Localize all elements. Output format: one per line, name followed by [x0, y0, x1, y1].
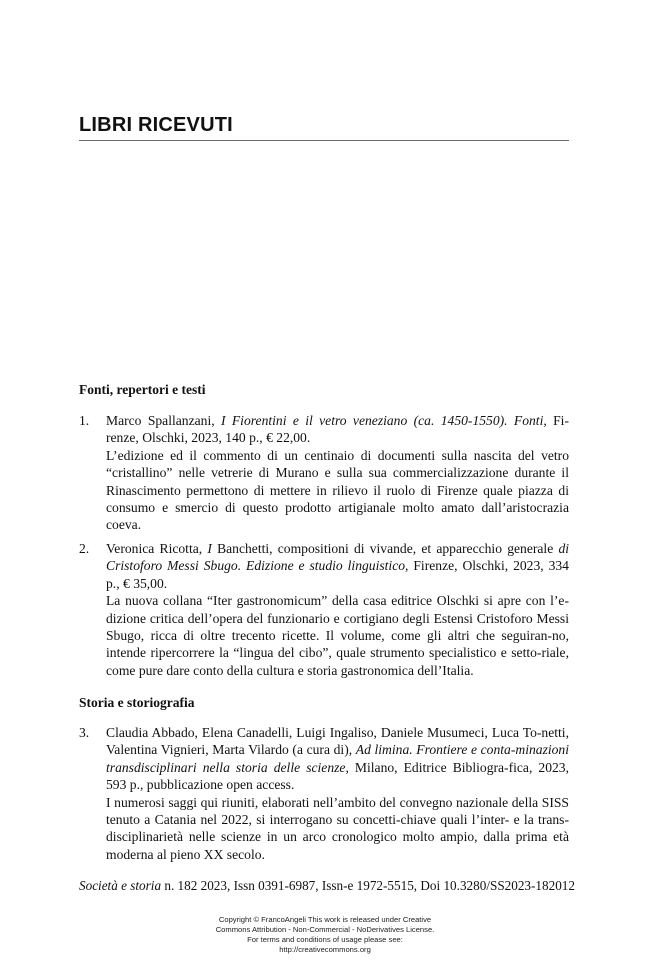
entry-description: La nuova collana “Iter gastronomicum” della casa editrice Olschki si apre con l’e-dizione critica dell’opera del funzionario e cortigiano degli Estensi Cristoforo Messi Sbugo, ricca di oltre trecento ricette. Il volume, come gli altri che seguiran-no, intende ripercorrere la “lingua del cibo”, quale strumento specialistico e setto-riale, come pure dare conto della cultura e storia gastronomica dell’Italia. — [106, 593, 569, 678]
citation-authors: Marco Spallanzani, — [106, 413, 221, 428]
license-notice — [0, 915, 650, 955]
citation-title-plain: Banchetti, compositioni di vivande, et apparecchio generale — [211, 541, 559, 556]
section-heading-fonti: Fonti, repertori e testi — [79, 382, 206, 397]
entry-number: 2. — [79, 541, 90, 556]
citation-title: Ad limina. Frontiere e conta-minazioni transdisciplinari nella storia delle scienze — [106, 742, 570, 775]
citation-authors: Claudia Abbado, Elena Canadelli, Luigi Ingaliso, Daniele Musumeci, Luca To-netti, Valentina Vignieri, Marta Vilardo (a cura di), — [106, 725, 569, 758]
entry-citation — [106, 724, 569, 794]
book-entry — [79, 412, 569, 534]
journal-details: n. 182 2023, Issn 0391-6987, Issn-e 1972-5515, Doi 10.3280/SS2023-182012 — [161, 878, 575, 893]
entry-description: I numerosi saggi qui riuniti, elaborati nell’ambito del convegno nazionale della SISS tenuto a Catania nel 2022, si interrogano su concetti-chiave quali l’inter- e la trans-disciplinarietà nelle scienze in un arco cronologico molto ampio, dalla prima età moderna al pieno XX secolo. — [106, 794, 569, 862]
book-entry — [79, 724, 569, 863]
entry-number: 3. — [79, 725, 90, 740]
entry-citation — [106, 540, 569, 592]
citation-details: , Firenze, Olschki, 2023, 334 p., € 35,00. — [106, 558, 569, 591]
journal-name: Società e storia — [79, 878, 162, 893]
page-title: LIBRI RICEVUTI — [79, 114, 233, 136]
entry-body — [106, 412, 569, 534]
section-heading-storia: Storia e storiografia — [79, 695, 195, 710]
license-link[interactable]: http://creativecommons.org — [279, 945, 371, 954]
citation-title: I Fiorentini e il vetro veneziano (ca. 1450-1550). Fonti — [221, 413, 544, 428]
citation-title-continued: di Cristoforo Messi Sbugo. Edizione e studio linguistico — [106, 541, 570, 574]
title-divider — [79, 140, 569, 141]
license-line: For terms and conditions of usage please see: — [247, 935, 403, 944]
entry-description: L’edizione ed il commento di un centinaio di documenti sulla nascita del vetro “cristallino” nelle vetrerie di Murano e sulla sua commercializzazione durante il Rinascimento permettono di mettere in rilievo il ruolo di Firenze quale piazza di consumo e smercio di questo prodotto artigianale molto amato dall’aristocrazia coeva. — [106, 447, 569, 533]
entry-number: 1. — [79, 413, 90, 428]
entry-body — [106, 540, 569, 679]
entry-citation — [106, 412, 569, 447]
citation-authors: Veronica Ricotta, — [106, 541, 208, 556]
entry-body — [106, 724, 569, 863]
book-entry — [79, 540, 569, 679]
license-line: Commons Attribution - Non-Commercial - NoDerivatives License. — [215, 925, 435, 934]
citation-details: , Milano, Editrice Bibliogra-fica, 2023, 593 p., pubblicazione open access. — [106, 759, 569, 793]
citation-details: , Fi-renze, Olschki, 2023, 140 p., € 22,00. — [106, 413, 569, 446]
citation-title: I — [207, 541, 212, 556]
journal-reference — [79, 877, 579, 894]
license-line: Copyright © FrancoAngeli This work is released under Creative — [218, 915, 432, 924]
